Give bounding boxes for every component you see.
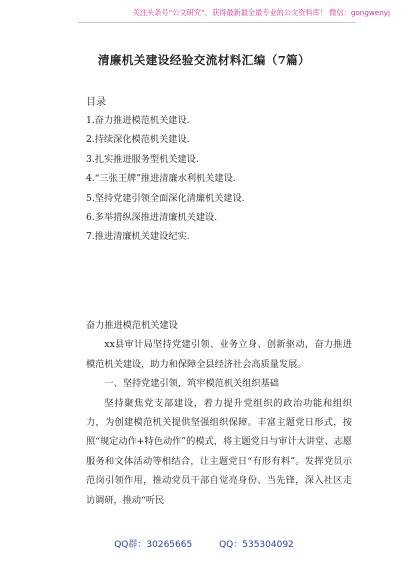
toc-item[interactable]: 6.多举措纵深推进清廉机关建设. [86,211,218,223]
toc-item[interactable]: 4.“三张王牌”推进清廉水利机关建设. [86,173,236,185]
toc-item[interactable]: 5.坚持党建引领全面深化清廉机关建设. [86,192,245,204]
body-paragraph: 坚持聚焦党支部建设，着力提升党组织的政治功能和组织力，为创建模范机关提供坚强组织保障。丰富主题党日形式，按照“规定动作+特色动作”的模式，将主题党日与审计大讲堂、志愿服务和文体活动等相结合，让主题党日“有形有料”。发挥党员示范岗引领作用，推动党员干部自觉亮身份、当先锋，深入社区走访调研，推动“听民 [86,397,352,506]
document-body [86,316,352,510]
table-of-contents [86,111,245,247]
header-divider [78,22,356,23]
footer-contact [0,537,408,550]
footer-qq-group: QQ群：30265665 [114,540,193,550]
toc-item[interactable]: 1.奋力推进模范机关建设. [86,115,190,126]
header-promo-note: 关注头条号“公文研究”，获得最新最全最专业的公文资料库！ 微信：gongwenyj [132,8,390,17]
toc-item[interactable]: 7.推进清廉机关建设纪实. [86,231,190,243]
section-subheading: 一、坚持党建引领，筑牢模范机关组织基础 [104,378,279,390]
section-title: 奋力推进模范机关建设 [86,320,178,331]
toc-item[interactable]: 3.扎实推进服务型机关建设. [86,153,199,165]
footer-qq-number: QQ：535304092 [219,540,294,550]
toc-heading: 目录 [86,97,106,108]
body-paragraph: xx县审计局坚持党建引领、业务立身、创新驱动，奋力推进模范机关建设，助力和保障全县经济社会高质量发展。 [86,339,352,370]
toc-item[interactable]: 2.持续深化模范机关建设. [86,134,190,146]
document-title: 清廉机关建设经验交流材料汇编（7篇） [97,53,311,67]
